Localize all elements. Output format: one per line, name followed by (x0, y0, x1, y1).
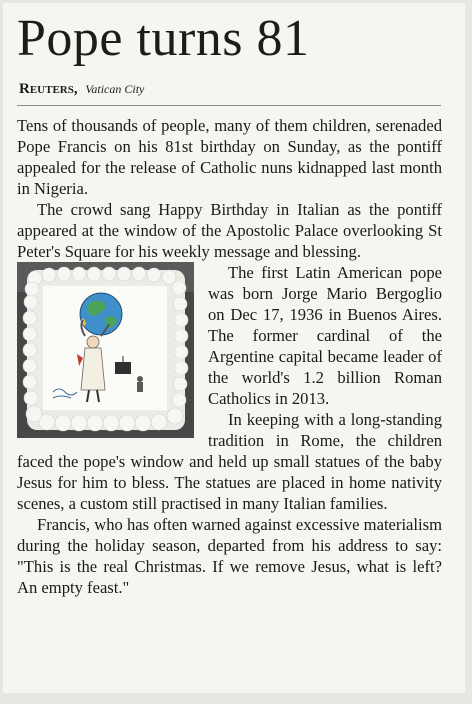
article-paragraph: Tens of thousands of people, many of them children, serenaded Pope Francis on his 81st birthday on Sunday, as the pontiff appealed for the release of Catholic nuns kidnapped last month in Nigeria. (17, 116, 442, 198)
news-clipping (3, 3, 465, 693)
article-paragraph: The crowd sang Happy Birthday in Italian as the pontiff appeared at the window of the Apostolic Palace overlooking St Peter's Square for his weekly message and blessing. (17, 200, 442, 261)
byline-dateline: Vatican City (85, 82, 145, 96)
byline (19, 81, 144, 98)
headline: Pope turns 81 (17, 10, 310, 67)
article-body (17, 115, 442, 598)
article-paragraph: Francis, who has often warned against excessive materialism during the holiday season, departed from his address to say: "This is the real Christmas. If we remove Jesus, what is left? An empty feast." (17, 515, 442, 597)
article-paragraph: In keeping with a long-standing tradition in Rome, the children faced the pope's window and held up small statues of the baby Jesus for him to bless. The statues are placed in home nativity scenes, a custom still practised in many Italian families. (17, 410, 442, 513)
byline-divider (17, 105, 441, 106)
byline-agency: Reuters, (19, 81, 78, 97)
article-paragraph: The first Latin American pope was born Jorge Mario Bergoglio on Dec 17, 1936 in Buenos Aires. The former cardinal of the Argentine capital became leader of the world's 1.2 billion Roman Catholics in 2013. (208, 263, 442, 408)
cake-photo (17, 262, 194, 438)
cake-photo-illustration (17, 262, 194, 438)
